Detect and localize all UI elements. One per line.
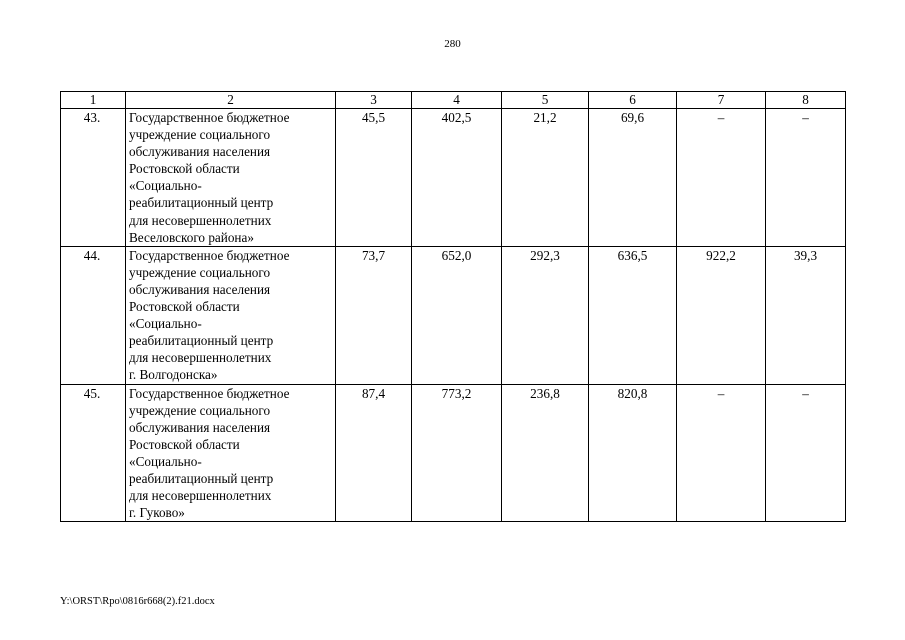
name-line: Государственное бюджетное xyxy=(129,247,290,263)
institution-name xyxy=(126,109,336,247)
value-cell: 236,8 xyxy=(502,384,589,522)
header-cell: 6 xyxy=(589,92,677,109)
header-cell: 2 xyxy=(126,92,336,109)
value-cell: – xyxy=(677,384,766,522)
name-line: для несовершеннолетних xyxy=(129,350,272,366)
institution-name xyxy=(126,384,336,522)
name-line: «Социально- xyxy=(129,453,202,469)
value-cell: 922,2 xyxy=(677,246,766,384)
name-line: реабилитационный центр xyxy=(129,470,274,486)
value-cell: – xyxy=(677,109,766,247)
name-line: реабилитационный центр xyxy=(129,195,274,211)
table-row xyxy=(61,246,846,384)
row-number: 45. xyxy=(61,384,126,522)
name-line: Государственное бюджетное xyxy=(129,110,290,125)
table-header-row xyxy=(61,92,846,109)
name-line: Ростовской области xyxy=(129,161,240,177)
name-line: обслуживания населения xyxy=(129,144,271,160)
row-number: 43. xyxy=(61,109,126,247)
name-line: «Социально- xyxy=(129,178,202,194)
row-number: 44. xyxy=(61,246,126,384)
name-line: учреждение социального xyxy=(129,127,271,143)
header-cell: 7 xyxy=(677,92,766,109)
value-cell: – xyxy=(766,109,846,247)
name-line: учреждение социального xyxy=(129,264,271,280)
table-row xyxy=(61,384,846,522)
name-line: «Социально- xyxy=(129,316,202,332)
data-table xyxy=(60,91,846,522)
value-cell: 87,4 xyxy=(336,384,412,522)
header-cell: 8 xyxy=(766,92,846,109)
page-number: 280 xyxy=(444,38,461,50)
name-line: для несовершеннолетних xyxy=(129,488,272,504)
header-cell: 4 xyxy=(412,92,502,109)
header-cell: 5 xyxy=(502,92,589,109)
name-line: учреждение социального xyxy=(129,402,271,418)
value-cell: 636,5 xyxy=(589,246,677,384)
value-cell: 69,6 xyxy=(589,109,677,247)
name-line: обслуживания населения xyxy=(129,419,271,435)
name-line: обслуживания населения xyxy=(129,281,271,297)
name-line: реабилитационный центр xyxy=(129,333,274,349)
file-path-footer: Y:\ORST\Rpo\0816r668(2).f21.docx xyxy=(60,596,215,607)
value-cell: – xyxy=(766,384,846,522)
name-line: для несовершеннолетних xyxy=(129,212,272,228)
table-row xyxy=(61,109,846,247)
value-cell: 652,0 xyxy=(412,246,502,384)
value-cell: 402,5 xyxy=(412,109,502,247)
value-cell: 21,2 xyxy=(502,109,589,247)
header-cell: 3 xyxy=(336,92,412,109)
name-line: г. Гуково» xyxy=(129,505,185,521)
value-cell: 73,7 xyxy=(336,246,412,384)
name-line: Государственное бюджетное xyxy=(129,385,290,401)
value-cell: 39,3 xyxy=(766,246,846,384)
value-cell: 773,2 xyxy=(412,384,502,522)
name-line: Ростовской области xyxy=(129,299,240,315)
name-line: Веселовского района» xyxy=(129,229,254,245)
name-line: г. Волгодонска» xyxy=(129,367,218,383)
name-line: Ростовской области xyxy=(129,436,240,452)
value-cell: 292,3 xyxy=(502,246,589,384)
header-cell: 1 xyxy=(61,92,126,109)
value-cell: 820,8 xyxy=(589,384,677,522)
value-cell: 45,5 xyxy=(336,109,412,247)
institution-name xyxy=(126,246,336,384)
